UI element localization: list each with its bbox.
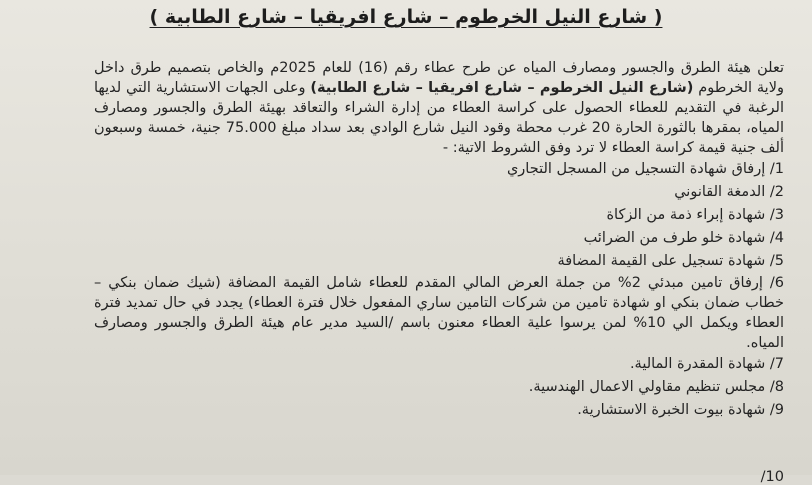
condition-text: مجلس تنظيم مقاولي الاعمال الهندسية. xyxy=(528,379,766,395)
condition-item xyxy=(94,204,784,227)
condition-item xyxy=(94,273,784,353)
condition-text: شهادة خلو طرف من الضرائب xyxy=(583,230,766,246)
intro-paragraph xyxy=(94,58,784,158)
announcement-body xyxy=(94,58,784,422)
page-title: ( شارع النيل الخرطوم – شارع افريقيا – شارع الطابية ) xyxy=(149,6,663,28)
condition-text: الدمغة القانوني xyxy=(674,184,766,200)
condition-number: 8/ xyxy=(769,379,784,395)
condition-number: 5/ xyxy=(769,253,784,269)
condition-item xyxy=(94,158,784,181)
condition-text: إرفاق تامين مبدئي 2% من جملة العرض المالي المقدم للعطاء شامل القيمة المضافة (شيك ضمان بنكي – خطاب ضمان بنكي او شهادة تامين من شركات التامين ساري المفعول خلال فترة العطاء) يجدد في حال تمديد فترة العطاء ويكمل الي 10% لمن يرسوا علية العطاء معنون باسم /السيد مدير عام هيئة الطرق والجسور ومصارف المياه. xyxy=(94,275,784,351)
condition-number: 9/ xyxy=(769,402,784,418)
condition-number: 4/ xyxy=(769,230,784,246)
condition-number: 2/ xyxy=(769,184,784,200)
condition-number: 7/ xyxy=(769,356,784,372)
condition-item xyxy=(94,399,784,422)
condition-text: إرفاق شهادة التسجيل من المسجل التجاري xyxy=(506,161,766,177)
condition-text: شهادة المقدرة المالية. xyxy=(629,356,766,372)
condition-number: 1/ xyxy=(769,161,784,177)
cut-off-item-number: 10/ xyxy=(760,469,784,485)
condition-item xyxy=(94,227,784,250)
condition-item xyxy=(94,376,784,399)
intro-text-end: وعلى الجهات الاستشارية التي لديها الرغبة في التقديم للعطاء الحصول على كراسة العطاء من إدارة الشراء والتعاقد بهيئة الطرق والجسور ومصارف المياه، بمقرها بالثورة الحارة 20 غرب محطة وقود النيل شارع الوادي بعد سداد مبلغ 75.000 جنية، خمسة وسبعون ألف جنية قيمة كراسة العطاء لا ترد وفق الشروط الاتية: - xyxy=(94,80,784,156)
condition-number: 6/ xyxy=(769,275,784,291)
intro-text-start: تعلن هيئة الطرق والجسور ومصارف المياه عن طرح عطاء رقم (16) للعام 2025م والخاص بتصميم طرق داخل ولاية الخرطوم xyxy=(94,60,785,96)
intro-highlight: (شارع النيل الخرطوم – شارع افريقيا – شارع الطابية) xyxy=(310,80,694,96)
condition-text: شهادة إبراء ذمة من الزكاة xyxy=(606,207,766,223)
condition-text: شهادة بيوت الخبرة الاستشارية. xyxy=(577,402,766,418)
condition-item xyxy=(94,353,784,376)
condition-text: شهادة تسجيل على القيمة المضافة xyxy=(557,253,766,269)
condition-item xyxy=(94,181,784,204)
condition-number: 3/ xyxy=(769,207,784,223)
condition-item xyxy=(94,250,784,273)
